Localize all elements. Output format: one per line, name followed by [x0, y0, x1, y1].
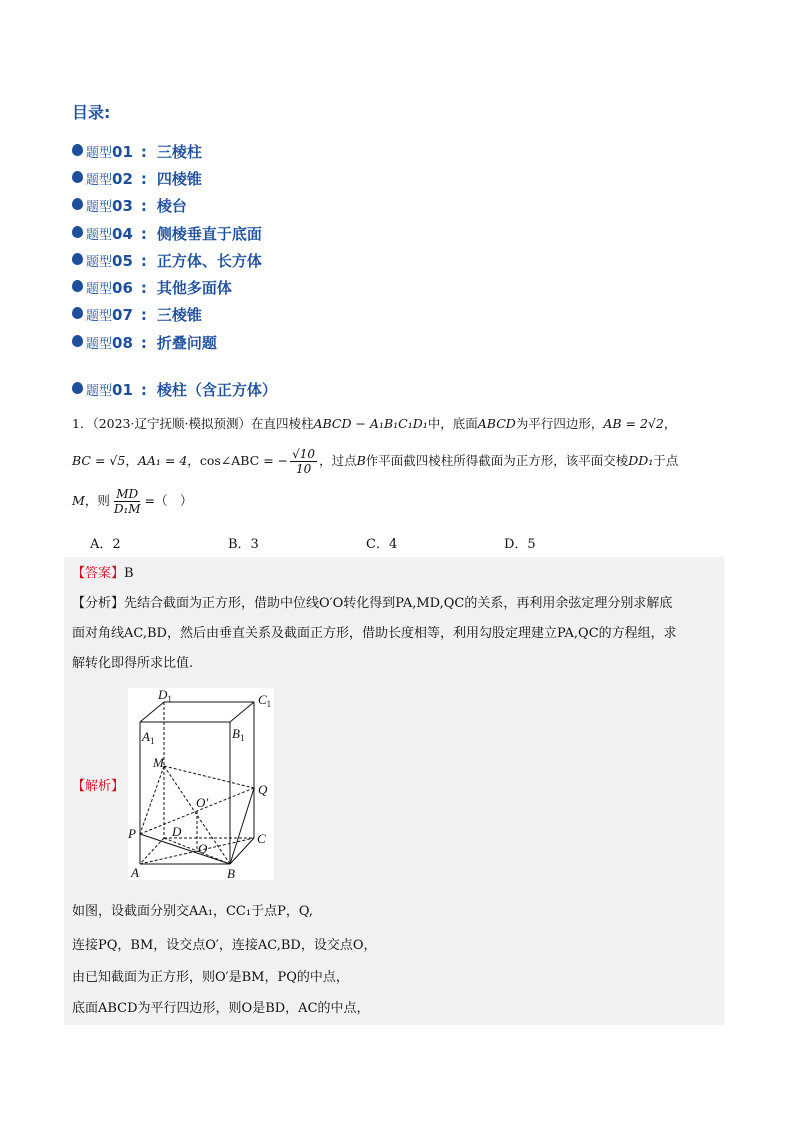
- label-d1: $D_1$: [158, 688, 172, 704]
- option-d[interactable]: D．5: [504, 537, 536, 552]
- label-d: D: [172, 824, 182, 839]
- bullet-icon: [72, 382, 83, 394]
- solution-line-2: 连接PQ，BM，设交点O′，连接AC,BD，设交点O，: [72, 938, 377, 953]
- fraction-cos: $\frac{√10}{10}$: [292, 447, 316, 476]
- label-p: P: [128, 826, 136, 841]
- bullet-icon: [72, 171, 83, 183]
- bullet-icon: [72, 280, 83, 292]
- analysis-line-3: 解转化即得所求比值.: [72, 656, 194, 671]
- toc-item-02[interactable]: 题型 02 : 四棱锥: [72, 168, 202, 189]
- bullet-icon: [72, 307, 83, 319]
- toc-item-08[interactable]: 题型 08 : 折叠问题: [72, 332, 217, 353]
- toc-title: 目录:: [72, 103, 111, 122]
- question-line-1: 1．（2023·辽宁抚顺·模拟预测）在直四棱柱ABCD − A₁B₁C₁D₁中，底面ABCD为平行四边形，AB = 2√2，: [72, 416, 677, 431]
- question-text: [72, 407, 724, 521]
- bullet-icon: [72, 335, 83, 347]
- bullet-icon: [72, 198, 83, 210]
- option-c[interactable]: C．4: [366, 537, 398, 552]
- label-q: Q: [258, 782, 268, 797]
- label-a: A: [131, 865, 139, 880]
- toc-item-01[interactable]: 题型 01 : 三棱柱: [72, 141, 202, 162]
- toc-item-04[interactable]: 题型 04 : 侧棱垂直于底面: [72, 223, 262, 244]
- toc-item-07[interactable]: 题型 07 : 三棱锥: [72, 304, 202, 325]
- fraction-ratio: $\frac{MD}{\text{D₁M}}$: [113, 487, 141, 516]
- toc-item-03[interactable]: 题型 03 : 棱台: [72, 195, 187, 216]
- option-b[interactable]: B．3: [228, 537, 259, 552]
- bullet-icon: [72, 226, 83, 238]
- solution-line-4: 底面ABCD为平行四边形，则O是BD，AC的中点，: [72, 1001, 370, 1016]
- toc-item-05[interactable]: 题型 05 : 正方体、长方体: [72, 250, 262, 271]
- label-a1: $A_1$: [142, 729, 155, 746]
- bullet-icon: [72, 144, 83, 156]
- solution-line-3: 由已知截面为正方形，则O′是BM，PQ的中点，: [72, 970, 349, 985]
- question-line-2: BC = √5，AA₁ = 4，cos∠ABC = − $\frac{√10}{10}$ ，过点B作平面截四棱柱所得截面为正方形，该平面交棱DD₁于点: [72, 447, 679, 476]
- label-m: M: [153, 755, 164, 770]
- label-b1: $B_1$: [232, 726, 245, 743]
- toc-item-06[interactable]: 题型 06 : 其他多面体: [72, 277, 232, 298]
- analysis-line-2: 面对角线AC,BD，然后由垂直关系及截面正方形，借助长度相等，利用勾股定理建立PA,QC的方程组，求: [72, 626, 677, 641]
- label-o-prime: O′: [196, 795, 209, 810]
- label-c: C: [257, 831, 266, 846]
- solution-line-1: 如图，设截面分别交AA₁，CC₁于点P，Q,: [72, 904, 313, 919]
- bullet-icon: [72, 253, 83, 265]
- answer-panel: [64, 557, 724, 1025]
- section-heading: 题型 01 : 棱柱（含正方体）: [72, 379, 277, 400]
- analysis-line-1: 【分析】先结合截面为正方形，借助中位线O′O转化得到PA,MD,QC的关系，再利用余弦定理分别求解底: [72, 596, 673, 611]
- solution-tag: 【解析】: [72, 779, 125, 794]
- option-a[interactable]: A．2: [90, 537, 121, 552]
- question-line-3: M，则 $\frac{MD}{\text{D₁M}}$ =（ ）: [72, 487, 193, 516]
- label-c1: $C_1$: [258, 692, 272, 709]
- answer-line: 【答案】B: [72, 566, 134, 581]
- prism-figure: [128, 688, 274, 880]
- answer-options: [90, 533, 642, 552]
- label-o: O: [198, 841, 208, 856]
- label-b: B: [227, 866, 235, 880]
